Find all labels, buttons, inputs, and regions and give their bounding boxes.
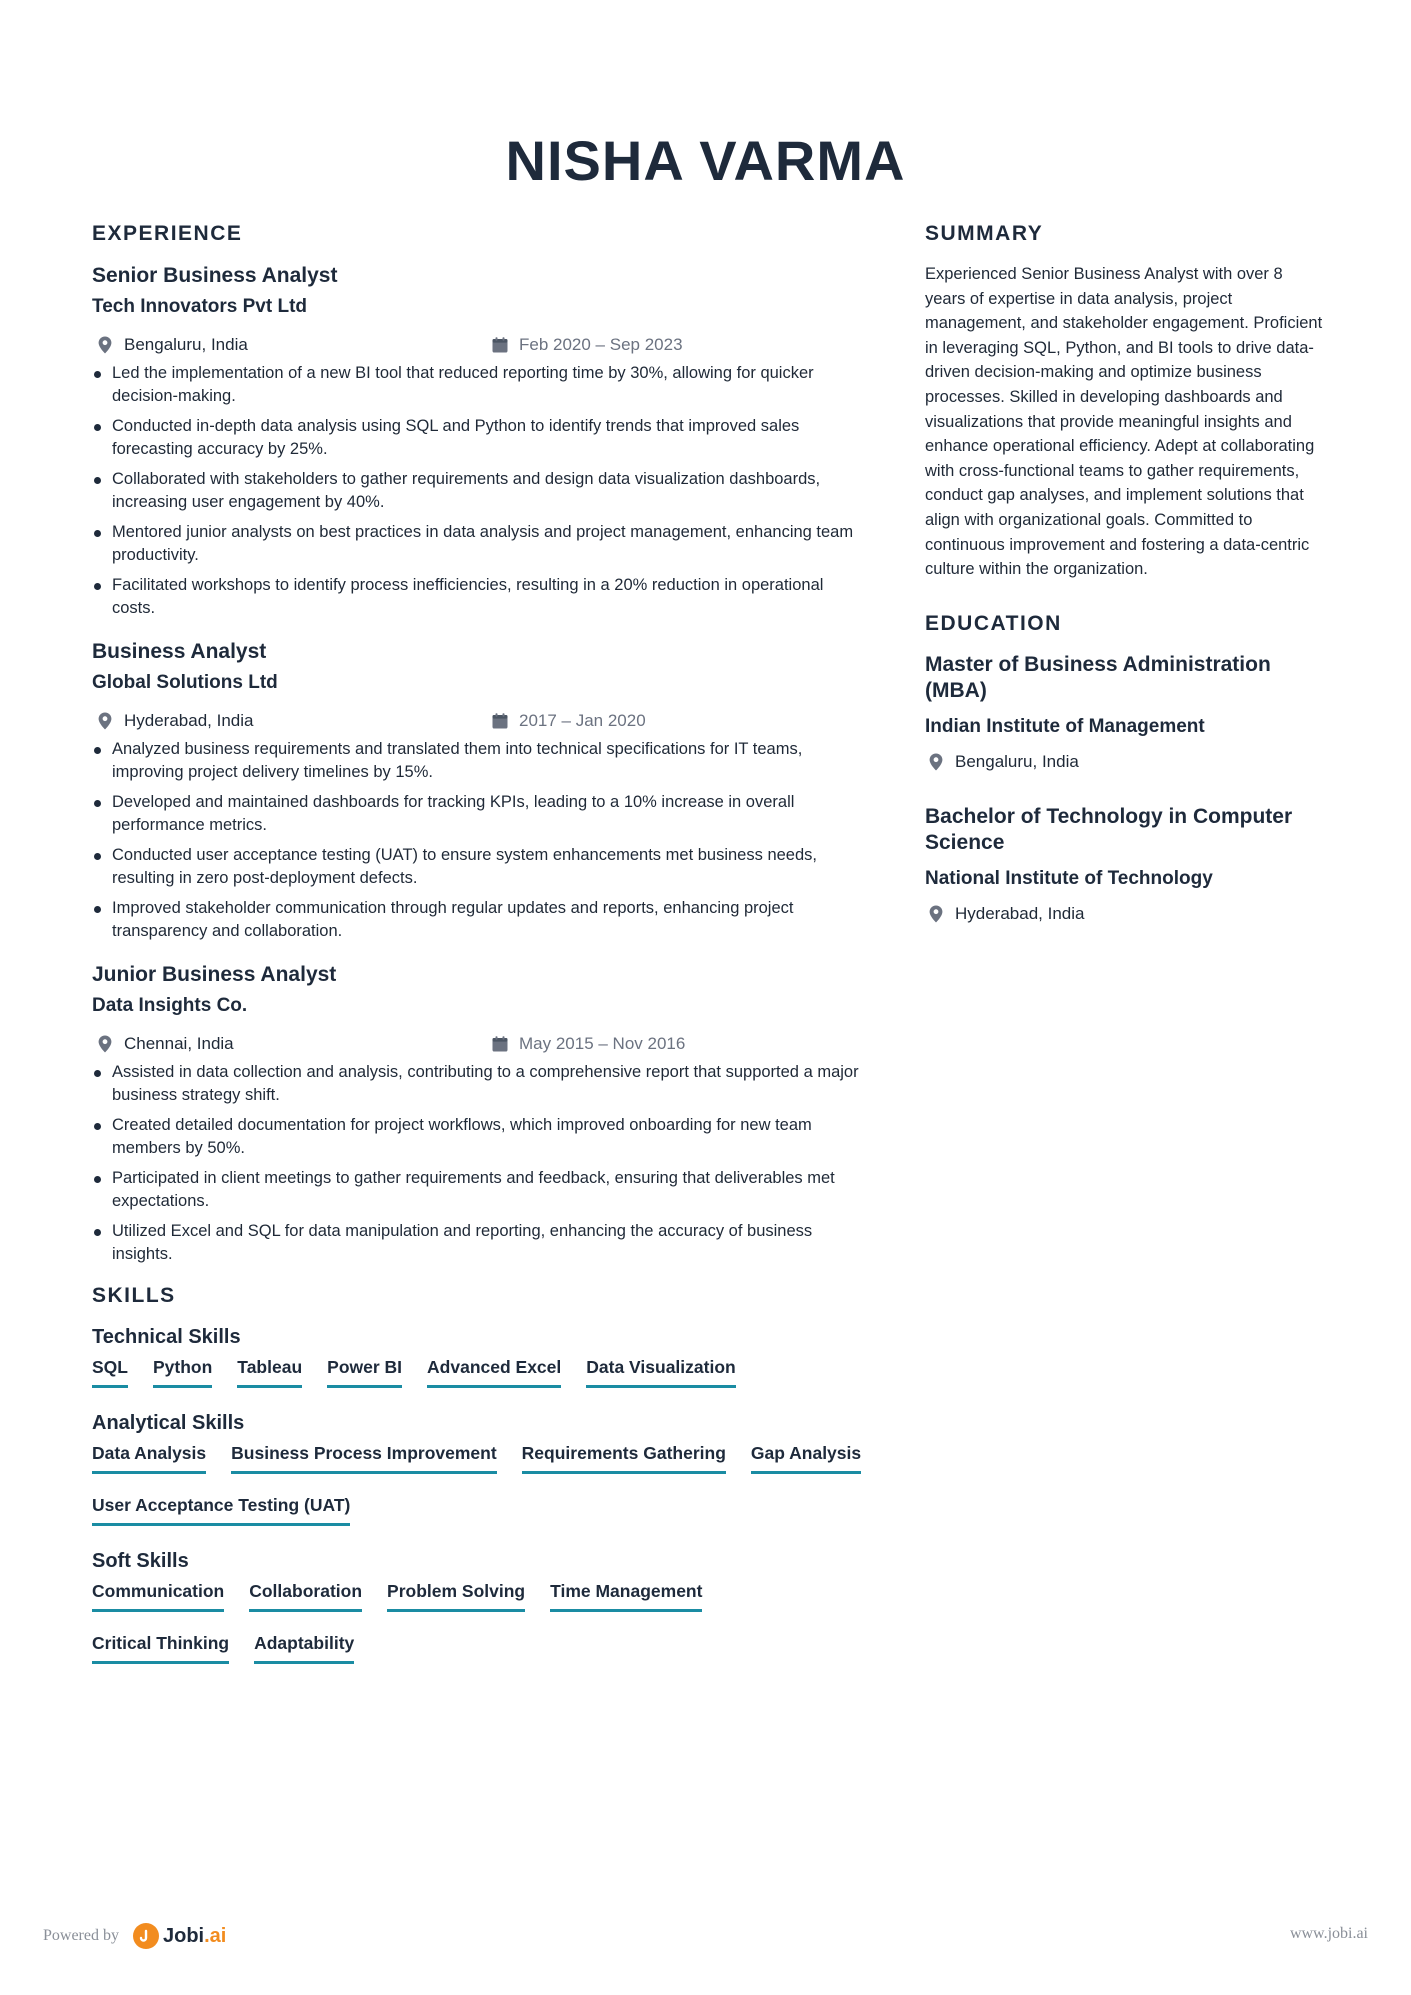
job-meta bbox=[92, 708, 862, 734]
skill-tag: Power BI bbox=[327, 1356, 402, 1388]
skills-list bbox=[92, 1324, 862, 1664]
map-pin-icon bbox=[94, 334, 116, 356]
experience-entry bbox=[92, 262, 862, 620]
experience-entry bbox=[92, 961, 862, 1266]
map-pin-icon bbox=[94, 1033, 116, 1055]
calendar-icon bbox=[489, 334, 511, 356]
bullet-item: Facilitated workshops to identify process inefficiencies, resulting in a 20% reduction in operational costs. bbox=[92, 574, 862, 620]
skill-tag: Time Management bbox=[550, 1580, 702, 1612]
job-dates-text: May 2015 – Nov 2016 bbox=[519, 1034, 686, 1053]
bullet-item: Participated in client meetings to gather requirements and feedback, ensuring that deliverables met expectations. bbox=[92, 1167, 862, 1213]
education-list bbox=[925, 652, 1325, 926]
bullet-item: Assisted in data collection and analysis, contributing to a comprehensive report that supported a major business strategy shift. bbox=[92, 1061, 862, 1107]
school-location bbox=[925, 750, 1325, 774]
bullet-item: Utilized Excel and SQL for data manipulation and reporting, enhancing the accuracy of business insights. bbox=[92, 1220, 862, 1266]
school-name: National Institute of Technology bbox=[925, 867, 1213, 889]
job-location bbox=[92, 710, 489, 732]
skill-tag: Data Analysis bbox=[92, 1442, 206, 1474]
map-pin-icon bbox=[925, 903, 947, 925]
skill-tags bbox=[92, 1580, 862, 1664]
job-company: Data Insights Co. bbox=[92, 995, 248, 1016]
bullet-item: Conducted user acceptance testing (UAT) to ensure system enhancements met business needs, resulting in zero post-deployment defects. bbox=[92, 844, 862, 890]
degree-title: Master of Business Administration (MBA) bbox=[925, 652, 1271, 702]
skill-tag: Advanced Excel bbox=[427, 1356, 561, 1388]
school-location-text: Hyderabad, India bbox=[955, 903, 1085, 923]
skill-tag: Tableau bbox=[237, 1356, 302, 1388]
skill-tag: Collaboration bbox=[249, 1580, 362, 1612]
job-location-text: Hyderabad, India bbox=[124, 711, 254, 730]
education-entry bbox=[925, 804, 1325, 926]
job-company: Global Solutions Ltd bbox=[92, 672, 278, 693]
brand-suffix: .ai bbox=[204, 1924, 227, 1947]
jobi-logo-icon bbox=[133, 1923, 159, 1949]
bullet-item: Conducted in-depth data analysis using SQL and Python to identify trends that improved sales forecasting accuracy by 25%. bbox=[92, 415, 862, 461]
school-location bbox=[925, 902, 1325, 926]
bullet-item: Created detailed documentation for project workflows, which improved onboarding for new team members by 50%. bbox=[92, 1114, 862, 1160]
bullet-item: Developed and maintained dashboards for tracking KPIs, leading to a 10% increase in overall performance metrics. bbox=[92, 791, 862, 837]
brand-name: Jobi bbox=[162, 1924, 205, 1947]
skill-tag: Business Process Improvement bbox=[231, 1442, 497, 1474]
calendar-icon bbox=[489, 1033, 511, 1055]
job-meta bbox=[92, 1031, 862, 1057]
right-column bbox=[925, 222, 1325, 956]
skill-tag: Communication bbox=[92, 1580, 224, 1612]
skills-heading: SKILLS bbox=[92, 1284, 176, 1307]
skill-tags bbox=[92, 1442, 862, 1526]
job-title: Junior Business Analyst bbox=[92, 963, 337, 986]
footer-url[interactable]: www.jobi.ai bbox=[1289, 1925, 1368, 1942]
skill-group-title: Soft Skills bbox=[92, 1550, 189, 1572]
job-bullets bbox=[92, 1061, 862, 1266]
job-location bbox=[92, 1033, 489, 1055]
skill-tags bbox=[92, 1356, 862, 1388]
job-title: Senior Business Analyst bbox=[92, 264, 338, 287]
map-pin-icon bbox=[94, 710, 116, 732]
job-title: Business Analyst bbox=[92, 640, 267, 663]
skill-tag: Data Visualization bbox=[586, 1356, 735, 1388]
job-dates-text: Feb 2020 – Sep 2023 bbox=[519, 335, 683, 354]
skill-tag: SQL bbox=[92, 1356, 128, 1388]
education-heading: EDUCATION bbox=[925, 611, 1062, 635]
skill-group-title: Analytical Skills bbox=[92, 1412, 245, 1434]
skill-tag: Critical Thinking bbox=[92, 1632, 229, 1664]
school-name: Indian Institute of Management bbox=[925, 715, 1205, 737]
job-dates bbox=[489, 334, 683, 356]
skill-tag: Adaptability bbox=[254, 1632, 354, 1664]
skill-tag: Requirements Gathering bbox=[522, 1442, 726, 1474]
education-entry bbox=[925, 652, 1325, 774]
job-meta bbox=[92, 332, 862, 358]
experience-list bbox=[92, 262, 862, 1266]
degree-title: Bachelor of Technology in Computer Science bbox=[925, 804, 1293, 854]
calendar-icon bbox=[489, 710, 511, 732]
experience-entry bbox=[92, 638, 862, 943]
powered-by-label: Powered by bbox=[43, 1927, 119, 1944]
bullet-item: Analyzed business requirements and translated them into technical specifications for IT teams, improving project delivery timelines by 15%. bbox=[92, 738, 862, 784]
skill-tag: Python bbox=[153, 1356, 212, 1388]
job-dates bbox=[489, 710, 646, 732]
skill-tag: Problem Solving bbox=[387, 1580, 525, 1612]
bullet-item: Led the implementation of a new BI tool that reduced reporting time by 30%, allowing for quicker decision-making. bbox=[92, 362, 862, 408]
job-bullets bbox=[92, 362, 862, 620]
school-location-text: Bengaluru, India bbox=[955, 751, 1079, 771]
bullet-item: Mentored junior analysts on best practices in data analysis and project management, enhancing team productivity. bbox=[92, 521, 862, 567]
left-column bbox=[92, 222, 862, 1686]
experience-heading: EXPERIENCE bbox=[92, 222, 243, 245]
job-location-text: Chennai, India bbox=[124, 1034, 234, 1053]
summary-heading: SUMMARY bbox=[925, 222, 1044, 245]
skill-tag: User Acceptance Testing (UAT) bbox=[92, 1494, 350, 1526]
job-company: Tech Innovators Pvt Ltd bbox=[92, 296, 308, 317]
skill-group-title: Technical Skills bbox=[92, 1326, 241, 1348]
footer-branding bbox=[43, 1923, 226, 1949]
job-dates-text: 2017 – Jan 2020 bbox=[519, 711, 646, 730]
bullet-item: Collaborated with stakeholders to gather requirements and design data visualization dashboards, increasing user engagement by 40%. bbox=[92, 468, 862, 514]
candidate-name: NISHA VARMA bbox=[505, 129, 906, 192]
job-location-text: Bengaluru, India bbox=[124, 335, 248, 354]
job-dates bbox=[489, 1033, 685, 1055]
job-location bbox=[92, 334, 489, 356]
skill-tag: Gap Analysis bbox=[751, 1442, 861, 1474]
bullet-item: Improved stakeholder communication through regular updates and reports, enhancing project transparency and collaboration. bbox=[92, 897, 862, 943]
summary-text: Experienced Senior Business Analyst with over 8 years of expertise in data analysis, project management, and stakeholder engagement. Proficient in leveraging SQL, Python, and BI tools to drive data-driven decision-making and optimize business processes. Skilled in developing dashboards and visualizations that provide meaningful insights and enhance operational efficiency. Adept at collaborating with cross-functional teams to gather requirements, conduct gap analyses, and implement solutions that align with organizational goals. Committed to continuous improvement and fostering a data-centric culture within the organization. bbox=[925, 265, 1323, 579]
skills-section bbox=[92, 1284, 862, 1664]
map-pin-icon bbox=[925, 751, 947, 773]
job-bullets bbox=[92, 738, 862, 943]
jobi-logo[interactable] bbox=[133, 1923, 226, 1949]
